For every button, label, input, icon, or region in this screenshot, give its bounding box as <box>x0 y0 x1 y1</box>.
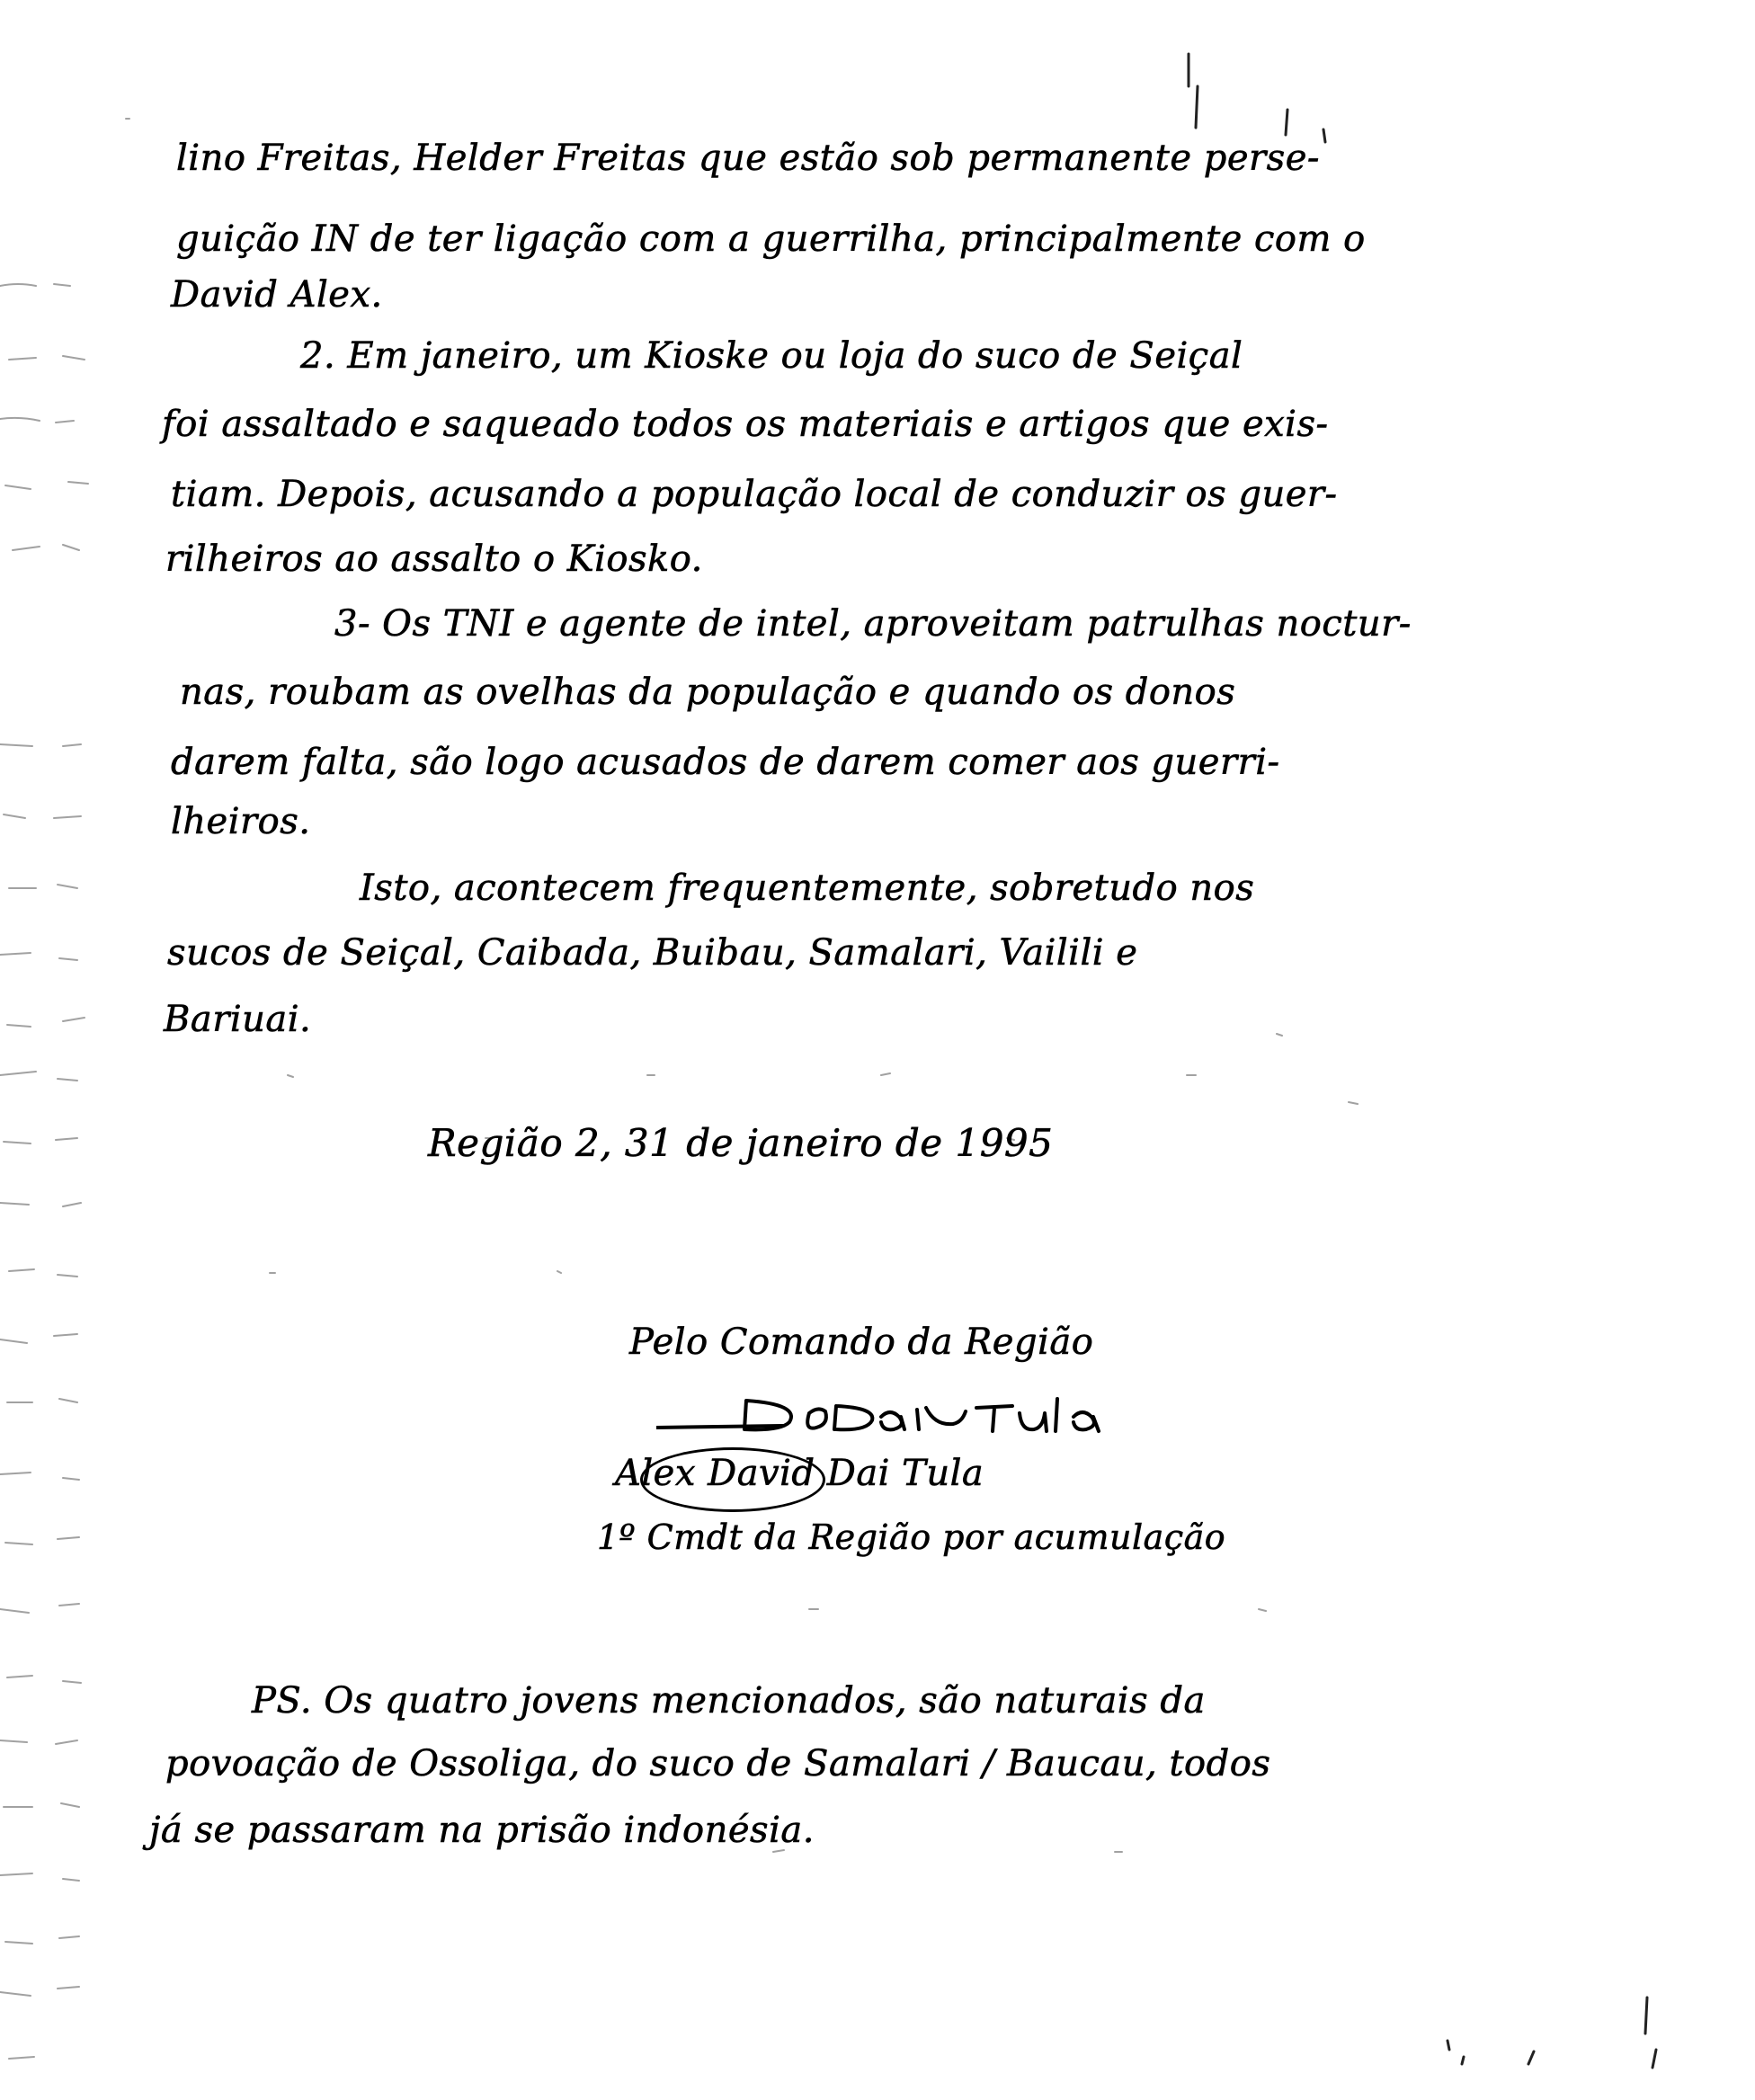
signatory-title: 1º Cmdt da Região por acumulação <box>597 1517 1226 1557</box>
postscript-line: povoação de Ossoliga, do suco de Samalari / Baucau, todos <box>165 1743 1271 1784</box>
postscript-line: já se passaram na prisão indonésia. <box>149 1810 815 1851</box>
signatory-name: Alex David Dai Tula <box>615 1453 984 1494</box>
body-line: darem falta, são logo acusados de darem comer aos guerri- <box>171 742 1280 783</box>
body-line: sucos de Seiçal, Caibada, Buibau, Samalari, Vailili e <box>167 932 1138 974</box>
body-line: lino Freitas, Helder Freitas que estão sob permanente perse- <box>176 138 1320 179</box>
body-line: foi assaltado e saqueado todos os materiais e artigos que exis- <box>162 404 1329 445</box>
body-line: guição IN de ter ligação com a guerrilha, principalmente com o <box>176 218 1366 260</box>
body-line: tiam. Depois, acusando a população local de conduzir os guer- <box>171 474 1338 515</box>
body-line: 3- Os TNI e agente de intel, aproveitam patrulhas noctur- <box>334 603 1412 645</box>
handwritten-signature <box>656 1381 1196 1453</box>
body-line: Bariuai. <box>164 999 312 1040</box>
postscript-line: PS. Os quatro jovens mencionados, são naturais da <box>252 1680 1206 1722</box>
body-line: David Alex. <box>171 274 383 316</box>
body-line: lheiros. <box>171 801 311 842</box>
body-line: rilheiros ao assalto o Kiosko. <box>165 538 703 580</box>
body-line: nas, roubam as ovelhas da população e quando os donos <box>180 672 1236 713</box>
closing-line: Pelo Comando da Região <box>629 1321 1094 1363</box>
body-line: 2. Em janeiro, um Kioske ou loja do suco de Seiçal <box>300 335 1243 377</box>
body-line: Isto, acontecem frequentemente, sobretudo nos <box>360 868 1255 909</box>
place-date: Região 2, 31 de janeiro de 1995 <box>428 1121 1054 1165</box>
